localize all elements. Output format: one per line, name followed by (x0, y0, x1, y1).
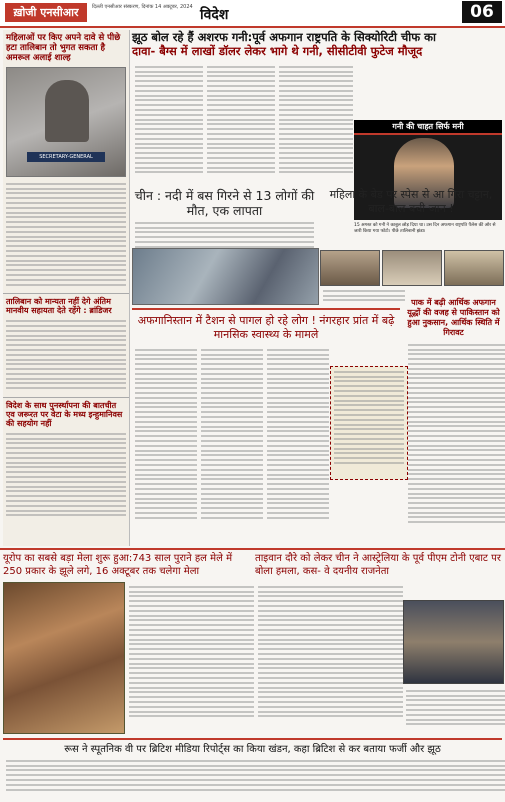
china-headline: चीन : नदी में बस गिरने से 13 लोगों की मौत, एक लापता (134, 188, 315, 218)
afghan-col-2 (198, 345, 266, 522)
main-headline-line1: झूठ बोल रहे हैं अशरफ गनी:पूर्व अफगान राष्ट्रपति के सिक्योरिटी चीफ का (132, 30, 436, 44)
taiwan-headline: ताइवान दौरे को लेकर चीन ने आस्ट्रेलिया के पूर्व पीएम टोनी एबाट पर बोला हमला, कस- वे दयनीय राजनेता (255, 553, 501, 577)
xi-jinping-photo (403, 600, 504, 684)
russia-headline: रूस ने स्पूतनिक वी पर ब्रिटिश मीडिया रिपोर्ट्स का किया खंडन, कहा ब्रिटिश से कर बताया फर्जी और झूठ (3, 738, 502, 756)
ghani-photo-caption: 15 अगस्त को गनी ने काबुल छोड़ दिया था। उस दिन अफगान राष्ट्रपति पैलेस की ओर से जारी किया गया फोटो। पीछे तालिबानी झंडा। (354, 223, 496, 234)
left-subhead-2: विदेश के साथ पुनर्स्थापना की बातचीत एव जरूरत पर वेटा के मध्य इन्हुमानिवस की सहयोग नहीं (3, 397, 129, 429)
meteorite-photo-2 (382, 250, 442, 286)
pak-headline: पाक में बढ़ी आर्थिक अफगान यूद्धों की वजह से पाकिस्तान को हुआ नुकसान, आर्थिक स्थिति में गिरावट (407, 298, 500, 337)
main-col-2 (204, 62, 278, 186)
meteorite-photos (320, 250, 502, 284)
china-body (132, 218, 317, 252)
russia-body (3, 756, 505, 802)
section-divider (0, 548, 505, 550)
un-photo (6, 67, 126, 177)
bus-accident-photo (132, 248, 319, 305)
woman-headline: महिला के बेड पर स्पेस से आ गिरा चट्टान, बाल-बाल बची जान ! (329, 188, 493, 215)
ghani-photo-title: गनी की चाहत सिर्फ मनी (354, 120, 502, 135)
taiwan-body-2 (403, 686, 505, 729)
left-subhead: तालिबान को मान्यता नहीं देगे अंतिम मानवीय सहायता देते रहेंगे : ब्रांडिजर (3, 293, 129, 316)
left-headline: महिलाओं पर किए अपने दावे से पीछे हटा तालिबान तो भुगत सकता है अमरूल अलाई शाल्ह (6, 33, 121, 63)
main-headline-line2: दावा- बैग्स में लाखों डॉलर लेकर भागे थे गनी, सीसीटीवी फुटेज मौजूद (132, 44, 423, 58)
dateline: दिल्ली एनसीआर संस्करण, दिनांक 14 अक्टूबर, 2024 (92, 4, 193, 10)
afghan-col-1 (132, 345, 200, 522)
main-col-3 (276, 62, 356, 186)
left-column (3, 30, 130, 546)
section-title: विदेश (200, 7, 229, 23)
page-number: 06 (462, 1, 502, 23)
europe-fair-headline: यूरोप का सबसे बड़ा मेला शुरू हुआ:743 साल पुराने हल मेले में 250 प्रकार के झूले लगे, 16 अक्टूबर तक चलेगा मेला (3, 553, 233, 577)
afghan-col-3 (264, 345, 332, 522)
photo-tag: SECRETARY-GENERAL (27, 152, 105, 162)
afghan-note-box (330, 366, 408, 480)
person-figure (45, 80, 89, 142)
afghan-headline: अफगानिस्तान में टैशन से पागल हो रहे लोग ! नंगरहार प्रांत में बढ़े मानसिक स्वास्थ्य के मामले (132, 308, 400, 342)
left-body-text-2 (3, 316, 129, 393)
fair-photo (3, 582, 125, 734)
left-body-text-3 (3, 429, 129, 520)
main-headline (132, 30, 502, 58)
europe-fair-body (126, 582, 257, 734)
masthead (0, 0, 505, 28)
taiwan-body (255, 582, 406, 734)
left-body-text (3, 179, 129, 289)
meteorite-photo-1 (320, 250, 380, 286)
newspaper-logo: ख़ोजी एनसीआर (5, 3, 87, 22)
main-col-1 (132, 62, 206, 186)
meteorite-photo-3 (444, 250, 504, 286)
woman-body (320, 286, 408, 305)
pak-body (405, 340, 505, 547)
